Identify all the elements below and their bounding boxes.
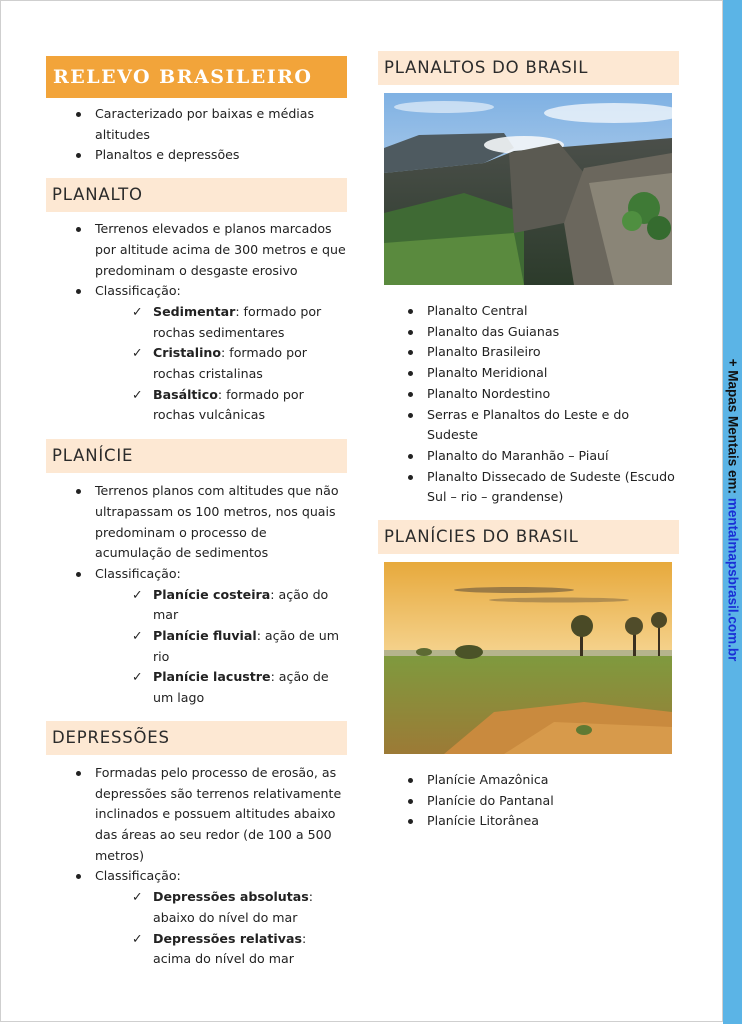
left-column <box>46 56 347 970</box>
section-heading-depressoes: DEPRESSÕES <box>46 721 347 755</box>
sidebar-text <box>723 0 742 1024</box>
class-item <box>46 343 347 384</box>
class-desc: : ação de um rio <box>153 628 339 664</box>
class-name: Planície lacustre <box>153 669 271 685</box>
class-name: Depressões absolutas <box>153 889 309 905</box>
list-item: Planalto do Maranhão – Piauí <box>378 446 679 467</box>
list-item: Caracterizado por baixas e médias altitudes <box>46 104 347 145</box>
sidebar-link[interactable]: mentalmapsbrasil.com.br <box>725 497 740 662</box>
check-icon: ✓ <box>132 345 143 361</box>
plain-illustration <box>384 562 672 754</box>
class-desc: : formado por rochas vulcânicas <box>153 386 304 423</box>
class-item <box>46 887 347 928</box>
list-item: Planície Litorânea <box>378 811 679 832</box>
list-item: Planície Amazônica <box>378 770 679 791</box>
list-item: Planalto Central <box>378 301 679 322</box>
list-item: Planalto das Guianas <box>378 322 679 343</box>
check-icon: ✓ <box>132 889 143 905</box>
plain-photo <box>384 562 672 754</box>
sidebar-banner <box>723 0 742 1024</box>
class-item <box>46 626 347 667</box>
class-name: Planície fluvial <box>153 628 257 644</box>
planaltos-list <box>378 301 679 508</box>
check-icon: ✓ <box>132 303 143 319</box>
list-item: Terrenos elevados e planos marcados por altitude acima de 300 metros e que predominam o desgaste erosivo <box>46 219 347 281</box>
section-heading-planalto: PLANALTO <box>46 178 347 212</box>
list-item: Formadas pelo processo de erosão, as depressões são terrenos relativamente inclinados e possuem altitudes abaixo das áreas ao seu redor (de 100 a 500 metros) <box>46 763 347 867</box>
class-desc: : formado por rochas cristalinas <box>153 345 307 382</box>
class-item <box>46 929 347 970</box>
check-icon: ✓ <box>132 386 143 402</box>
class-name: Cristalino <box>153 345 222 361</box>
check-icon: ✓ <box>132 669 143 685</box>
class-item <box>46 667 347 708</box>
list-item: Planície do Pantanal <box>378 791 679 812</box>
list-item: Classificação: <box>46 866 347 887</box>
list-item: Serras e Planaltos do Leste e do Sudeste <box>378 405 679 446</box>
class-desc: : abaixo do nível do mar <box>153 889 314 925</box>
list-item: Terrenos planos com altitudes que não ultrapassam os 100 metros, nos quais predominam o processo de acumulação de sedimentos <box>46 481 347 564</box>
list-item: Classificação: <box>46 564 347 585</box>
section-heading-planicies-brasil: PLANÍCIES DO BRASIL <box>378 520 679 554</box>
planicie-classes <box>46 585 347 709</box>
section-heading-planaltos-brasil: PLANALTOS DO BRASIL <box>378 51 679 85</box>
section-heading-planicie: PLANÍCIE <box>46 439 347 473</box>
depressoes-classes <box>46 887 347 970</box>
list-item: Planalto Nordestino <box>378 384 679 405</box>
check-icon: ✓ <box>132 586 143 602</box>
class-item <box>46 585 347 626</box>
main-title: RELEVO BRASILEIRO <box>46 56 347 98</box>
class-desc: : acima do nível do mar <box>153 930 307 967</box>
sidebar-caption <box>725 359 740 662</box>
planicies-list <box>378 770 679 832</box>
class-name: Basáltico <box>153 386 218 402</box>
depressoes-list <box>46 763 347 887</box>
right-column <box>378 51 679 832</box>
class-desc: : ação de um lago <box>153 669 329 706</box>
class-name: Depressões relativas <box>153 930 302 946</box>
plateau-photo <box>384 93 672 285</box>
list-item: Planalto Meridional <box>378 363 679 384</box>
list-item: Planalto Dissecado de Sudeste (Escudo Sul – rio – grandense) <box>378 467 679 508</box>
class-desc: : formado por rochas sedimentares <box>153 303 322 340</box>
class-item <box>46 385 347 426</box>
check-icon: ✓ <box>132 628 143 644</box>
list-item: Planaltos e depressões <box>46 145 347 166</box>
sidebar-prefix: + Mapas Mentais em: <box>725 358 740 495</box>
list-item: Planalto Brasileiro <box>378 342 679 363</box>
planalto-list <box>46 219 347 302</box>
list-item: Classificação: <box>46 281 347 302</box>
check-icon: ✓ <box>132 930 143 946</box>
class-item <box>46 302 347 343</box>
relevo-list <box>46 104 347 166</box>
class-name: Sedimentar <box>153 303 236 319</box>
class-desc: : ação do mar <box>153 586 329 623</box>
planalto-classes <box>46 302 347 426</box>
plateau-illustration <box>384 93 672 285</box>
class-name: Planície costeira <box>153 586 271 602</box>
planicie-list <box>46 481 347 585</box>
